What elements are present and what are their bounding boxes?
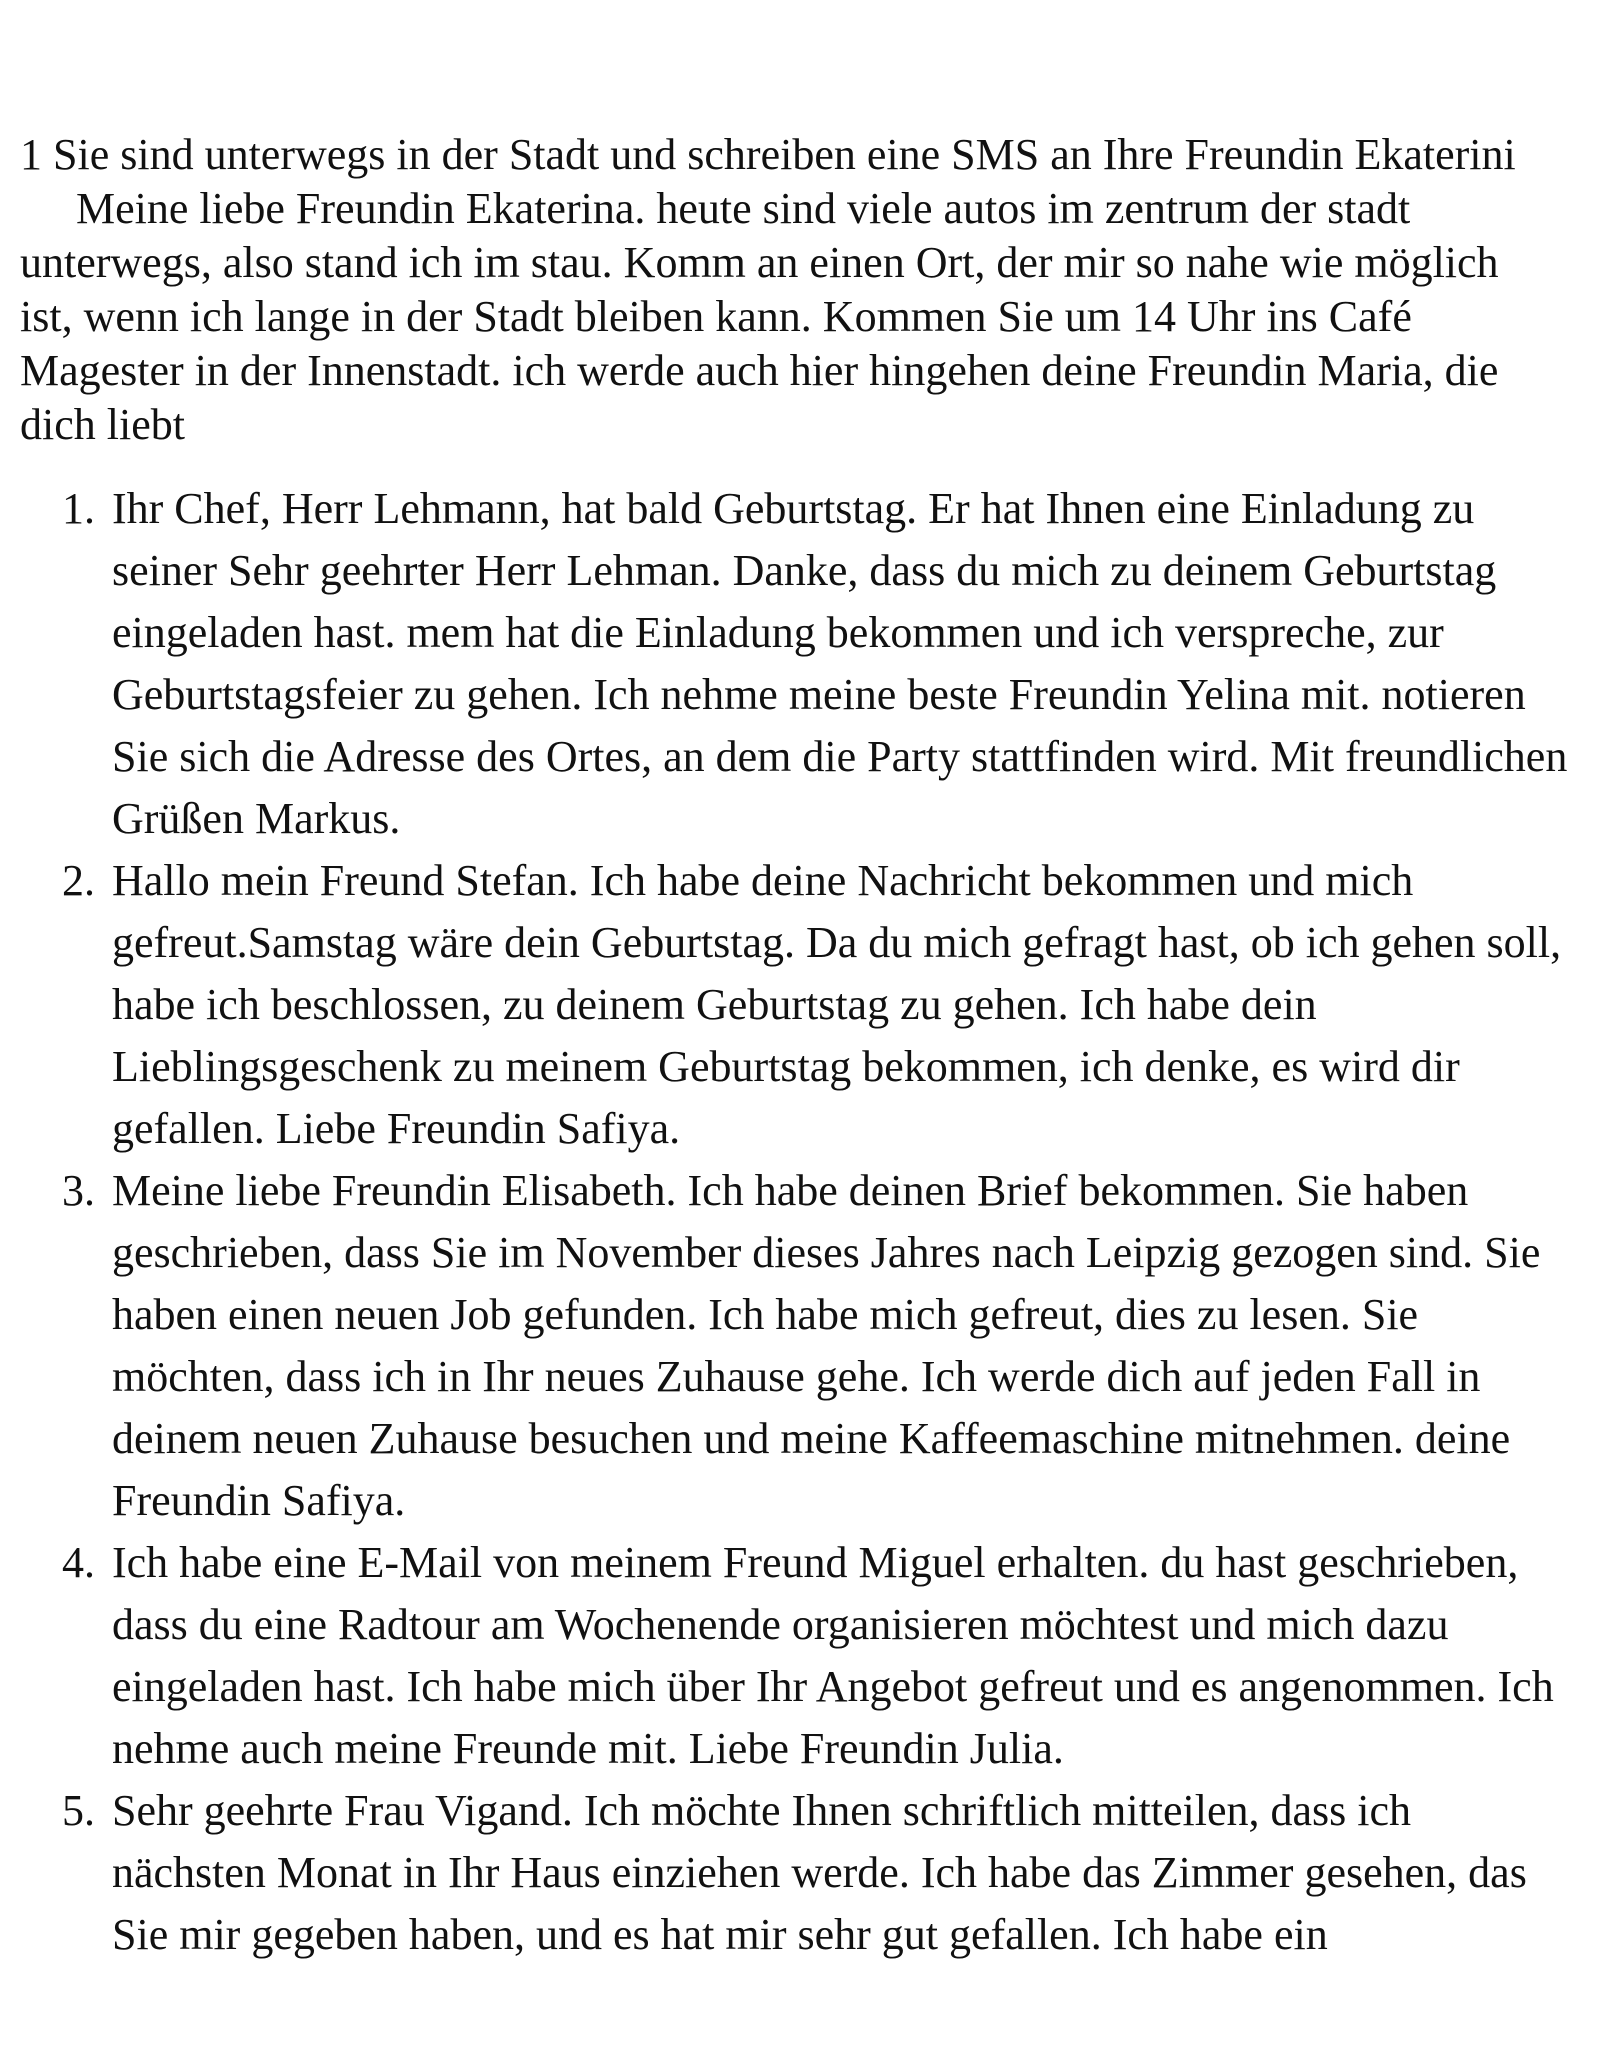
list-item-number: 5. [62, 1786, 95, 1835]
list-item-number: 1. [62, 484, 95, 533]
list-item [0, 1160, 1600, 1532]
list-item-number: 4. [62, 1538, 95, 1587]
list-item [0, 850, 1600, 1160]
numbered-list [0, 478, 1600, 1966]
list-item-text: Ich habe eine E-Mail von meinem Freund Miguel erhalten. du hast geschrieben, dass du eine Radtour am Wochenende organisieren möchtest und mich dazu eingeladen hast. Ich habe mich über Ihr Angebot gefreut und es angenommen. Ich nehme auch meine Freunde mit. Liebe Freundin Julia. [112, 1538, 1554, 1773]
intro-paragraph [20, 128, 1540, 452]
list-item-text: Hallo mein Freund Stefan. Ich habe deine Nachricht bekommen und mich gefreut.Samstag wäre dein Geburtstag. Da du mich gefragt hast, ob ich gehen soll, habe ich beschlossen, zu deinem Geburtstag zu gehen. Ich habe dein Lieblingsgeschenk zu meinem Geburtstag bekommen, ich denke, es wird dir gefallen. Liebe Freundin Safiya. [112, 856, 1562, 1153]
intro-answer: Meine liebe Freundin Ekaterina. heute sind viele autos im zentrum der stadt unterwegs, also stand ich im stau. Komm an einen Ort, der mir so nahe wie möglich ist, wenn ich lange in der Stadt bleiben kann. Kommen Sie um 14 Uhr ins Café Magester in der Innenstadt. ich werde auch hier hingehen deine Freundin Maria, die dich liebt [20, 184, 1499, 449]
intro-number: 1 [20, 130, 42, 179]
list-item-number: 3. [62, 1166, 95, 1215]
list-item [0, 1532, 1600, 1780]
list-item-text: Meine liebe Freundin Elisabeth. Ich habe deinen Brief bekommen. Sie haben geschrieben, dass Sie im November dieses Jahres nach Leipzig gezogen sind. Sie haben einen neuen Job gefunden. Ich habe mich gefreut, dies zu lesen. Sie möchten, dass ich in Ihr neues Zuhause gehe. Ich werde dich auf jeden Fall in deinem neuen Zuhause besuchen und meine Kaffeemaschine mitnehmen. deine Freundin Safiya. [112, 1166, 1541, 1525]
list-item-text: Ihr Chef, Herr Lehmann, hat bald Geburtstag. Er hat Ihnen eine Einladung zu seiner Sehr geehrter Herr Lehman. Danke, dass du mich zu deinem Geburtstag eingeladen hast. mem hat die Einladung bekommen und ich verspreche, zur Geburtstagsfeier zu gehen. Ich nehme meine beste Freundin Yelina mit. notieren Sie sich die Adresse des Ortes, an dem die Party stattfinden wird. Mit freundlichen Grüßen Markus. [112, 484, 1568, 843]
list-item-text: Sehr geehrte Frau Vigand. Ich möchte Ihnen schriftlich mitteilen, dass ich nächsten Monat in Ihr Haus einziehen werde. Ich habe das Zimmer gesehen, das Sie mir gegeben haben, und es hat mir sehr gut gefallen. Ich habe ein [112, 1786, 1527, 1959]
intro-task: Sie sind unterwegs in der Stadt und schreiben eine SMS an Ihre Freundin Ekaterini [53, 130, 1516, 179]
list-item [0, 478, 1600, 850]
list-item [0, 1780, 1600, 1966]
list-item-number: 2. [62, 856, 95, 905]
